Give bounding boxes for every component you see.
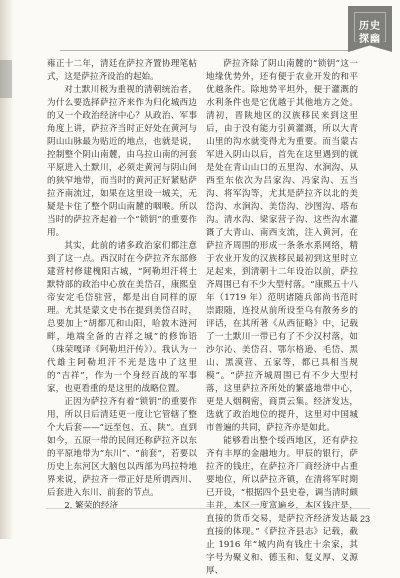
section-badge — [348, 6, 392, 52]
paragraph: 雍正十二年，清廷在萨拉齐置协理笔帖式，这是萨拉齐设治的起始。 — [47, 59, 197, 82]
right-column — [206, 58, 358, 578]
badge-line-2: 探幽 — [359, 34, 381, 45]
page-number: 23 — [359, 514, 370, 524]
badge-line-1: 历史 — [359, 21, 381, 32]
paragraph: 对土默川极为重视的清朝统治者，为什么要选择萨拉齐来作为归化城西边的又一个政治经济中心？从政治、军事角度上讲，萨拉齐当时正好处在黄河与阴山山脉最为贴近的地点，也就是说，控制整个阴山南麓，由乌拉山南的河套平原进入土默川，必须走黄河与阴山间的狭窄地带，而当时的黄河正好紧贴萨拉齐南流过，如果在这里设一城关，无疑是卡住了整个阴山南麓的咽喉。所以当时的萨拉齐起着一个“锁钥”的重要作用。 — [47, 85, 197, 238]
page-edge-tab — [0, 60, 12, 98]
subheading: 2. 繁荣的经济 — [64, 501, 119, 511]
paragraph: 其实，此前的诸多政治家们都注意到了这一点。西汉时在今萨拉齐东部修建营村修建槐阳古城，“阿勒坦汗将土默特部的政治中心放在美岱召，康熙皇帝安定毛岱驻营，都是出自同样的原理。尤其是蒙文史书在提到美岱召时，总要加上“胡都兀和山阳，哈敦木涟河畔，地端全备的吉祥之城”的修饰语（珠荣嘎译《阿勒坦汗传》）。我认为一代雄主阿勒坦汗不光是选中了这里的“吉祥”，作为一个身经百战的军事家，也更看重的是这里的战略位置。 — [47, 241, 197, 394]
paragraph: 能够看出整个绥西地区，还有萨拉齐有丰厚的金融地力。甲辰的银行，萨拉齐的钱庄，在萨拉齐厂商经济中占重要地位，所以萨拉齐镇，在清将军时期已开设，“根据四个县史卷，调当清时颇丰并，本区一度富遍乡，本区钱庄是，直接的货币交易，是萨拉齐经济发达最直接的体现。”《萨拉齐县志》记载，截止 1916 年“城内尚有钱庄十余家，其字号为聚义和、德玉和、复义厚、义源厚、 — [206, 436, 358, 576]
left-column — [47, 58, 197, 513]
header-rule — [60, 50, 354, 51]
paragraph: 正因为萨拉齐有着“锁钥”的重要作用，所以日后清廷更一度让它管辖了整个大后套——“远至包、五、陕”。直到如今，五原一带的民间还称萨拉齐以东的平原地带为“东川”、“前套”，若要以历史上东河区大脑包以西部为玛拉特地界来说，萨拉齐一带正好是所谓西川、后套进入东川、前套的节点。 — [47, 397, 197, 498]
page-edge — [0, 0, 14, 539]
footer-rule — [46, 508, 370, 509]
paragraph: 萨拉齐除了阴山南麓的“锁钥”这一地缘优势外，还有便于农业开发的和平优越条件。除地势平坦外，便于灌溉的水利条件也是它优越于其他地方之处。清初，晋陕地区的汉族移民来到这里后，由于没有能力引黄灌溉，所以大青山里的沟水就变得尤为重要。而当蒙古军进入阴山以后，首先在这里遇到的就是处在青山山口的五里沟、水涧沟、从西至东依次为吕家沟、冯家沟、五当沟、将军沟等，尤其是萨拉齐以北的美岱沟、水涧沟、美岱沟、沙图沟、塔布沟。清水沟、梁家营子沟、这些沟水灌溉了大青山、南西支流，注入黄河，在萨拉齐周围的形成一条条水系网络，精于农业开发的汉族移民最初到这里时立足起来，到清朝十二年设治以前，萨拉齐周围已有不少大型村落。“康熙五十八年（1719 年）范明诸随兵部尚书范时崇跟随，连投从前所设至乌有散务乡的评话，在其所著《从西征略》中，记载了一土默川一带已有了不少汉村落，如沙尔沁、美岱召、鄂尔格逊、毛岱、黑山、黑漠营、五家等，都已具相当规模”。“萨拉齐城周围已有不少大型村落，这里萨拉齐所处的繁盛地带中心，更是人烟稠密，商贾云集。经济发达，选就了政治地位的提升，这里对中国城市普遍的共同，萨拉齐亦是如此。 — [206, 59, 358, 433]
